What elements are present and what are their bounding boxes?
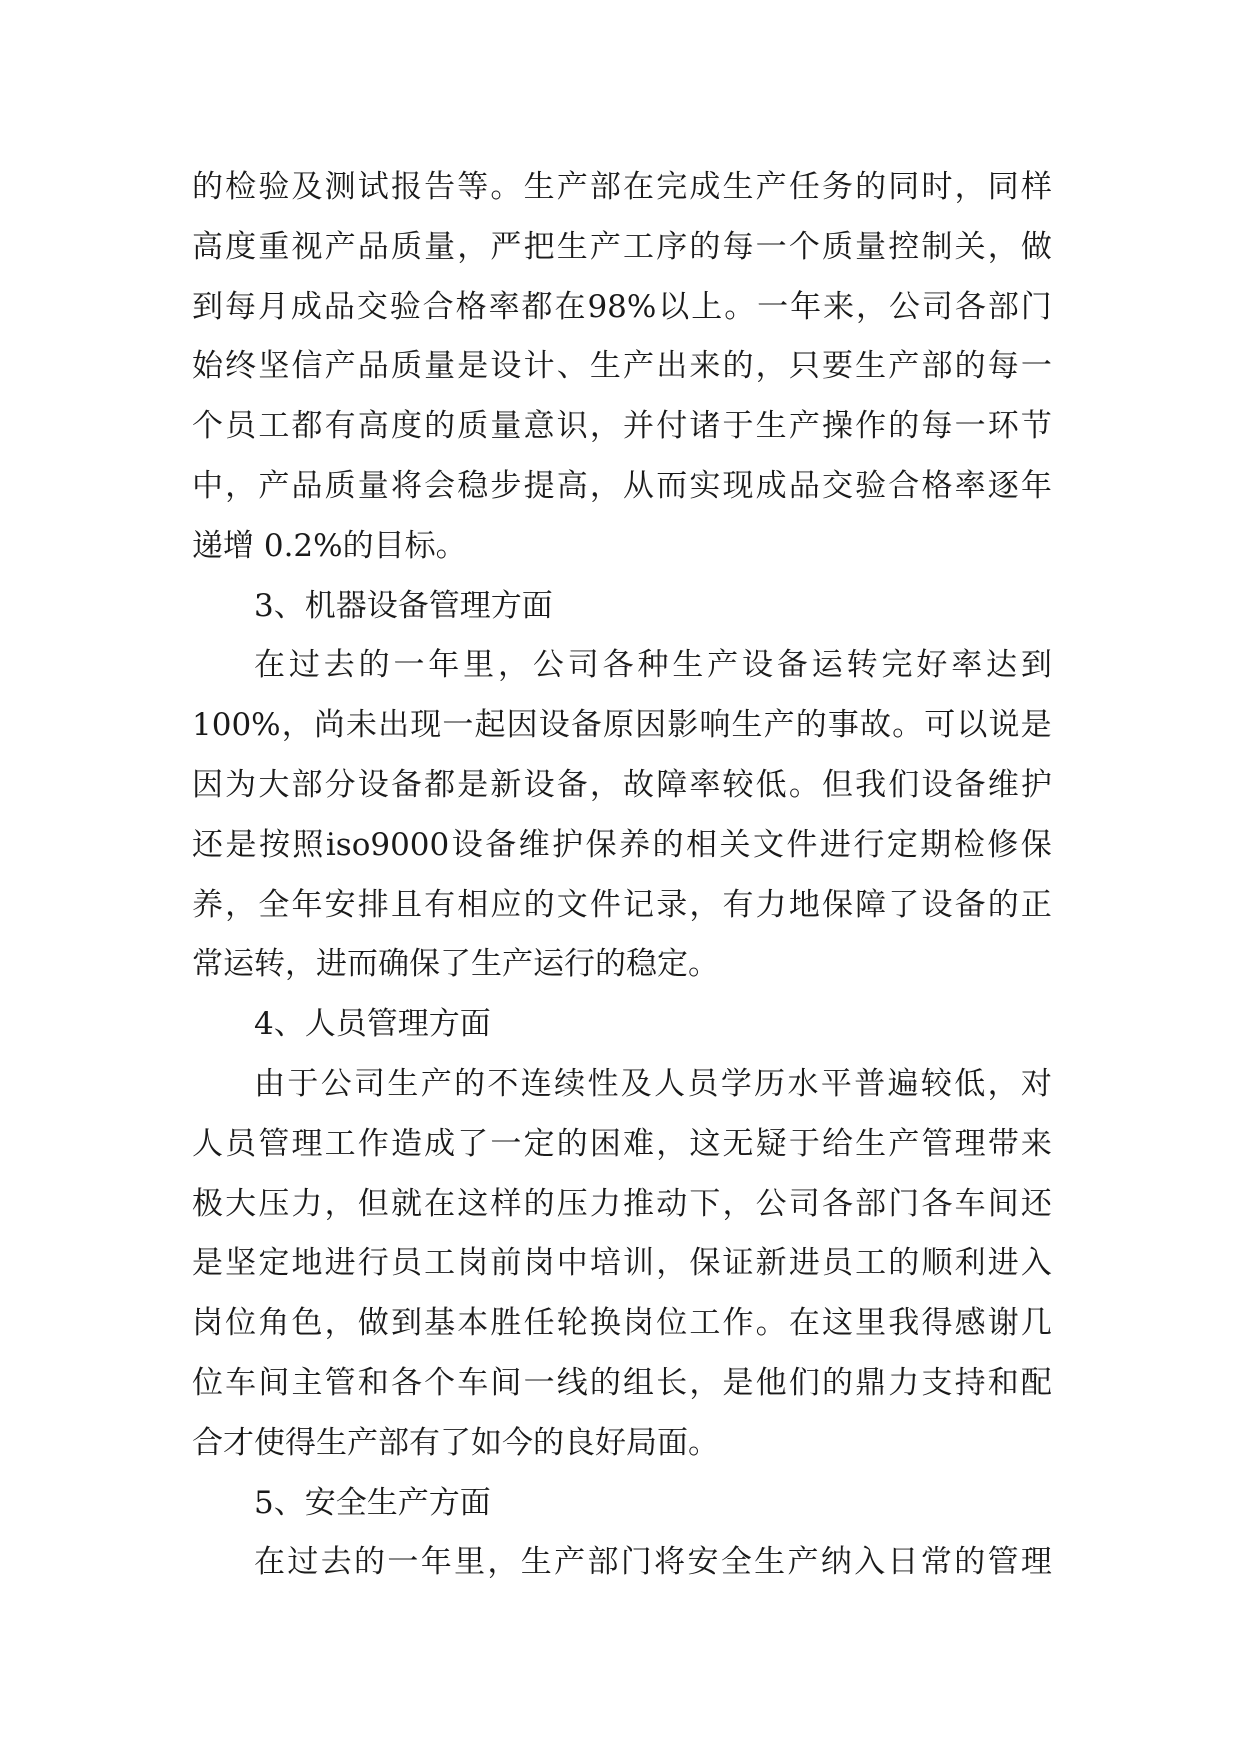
paragraph-line: 合才使得生产部有了如今的良好局面。 [192, 1424, 719, 1461]
paragraph-line: 还 是 按 照 iso9000 设 备 维 护 保 养 的 相 关 文 件 进 行 定 期 检 修 保 [192, 826, 1052, 863]
paragraph-line: 100% ， 尚 未 出 现 一 起 因 设 备 原 因 影 响 生 产 的 事 故 。 可 以 说 是 [192, 707, 1052, 744]
paragraph-line: 因 为 大 部 分 设 备 都 是 新 设 备 ， 故 障 率 较 低 。 但 我 们 设 备 维 护 [192, 766, 1052, 803]
paragraph-line: 到 每 月 成 品 交 验 合 格 率 都 在 98% 以 上 。 一 年 来 ， 公 司 各 部 门 [192, 288, 1052, 325]
paragraph-line: 岗 位 角 色 ， 做 到 基 本 胜 任 轮 换 岗 位 工 作 。 在 这 里 我 得 感 谢 几 [192, 1305, 1052, 1342]
paragraph-line-indented: 4、人员管理方面 [254, 1006, 491, 1043]
paragraph-line: 常运转，进而确保了生产运行的稳定。 [192, 946, 719, 983]
paragraph-line: 始 终 坚 信 产 品 质 量 是 设 计 、 生 产 出 来 的 ， 只 要 生 产 部 的 每 一 [192, 348, 1052, 385]
paragraph-line-indented: 3、机器设备管理方面 [254, 587, 553, 624]
document-body [192, 158, 1052, 1593]
paragraph-line: 养 ， 全 年 安 排 且 有 相 应 的 文 件 记 录 ， 有 力 地 保 障 了 设 备 的 正 [192, 886, 1052, 923]
paragraph-line: 的 检 验 及 测 试 报 告 等 。 生 产 部 在 完 成 生 产 任 务 的 同 时 ， 同 样 [192, 169, 1052, 205]
paragraph-line: 递增 0.2%的目标。 [192, 527, 467, 564]
paragraph-line: 高 度 重 视 产 品 质 量 ， 严 把 生 产 工 序 的 每 一 个 质 量 控 制 关 ， 做 [192, 228, 1052, 265]
paragraph-line: 极 大 压 力 ， 但 就 在 这 样 的 压 力 推 动 下 ， 公 司 各 部 门 各 车 间 还 [192, 1185, 1052, 1222]
paragraph-line: 是 坚 定 地 进 行 员 工 岗 前 岗 中 培 训 ， 保 证 新 进 员 工 的 顺 利 进 入 [192, 1245, 1052, 1282]
paragraph-line: 人 员 管 理 工 作 造 成 了 一 定 的 困 难 ， 这 无 疑 于 给 生 产 管 理 带 来 [192, 1125, 1052, 1162]
paragraph-line: 中 ， 产 品 质 量 将 会 稳 步 提 高 ， 从 而 实 现 成 品 交 验 合 格 率 逐 年 [192, 467, 1052, 504]
paragraph-line: 个 员 工 都 有 高 度 的 质 量 意 识 ， 并 付 诸 于 生 产 操 作 的 每 一 环 节 [192, 408, 1052, 445]
paragraph-line-indented: 5、安全生产方面 [254, 1484, 491, 1521]
paragraph-line: 位 车 间 主 管 和 各 个 车 间 一 线 的 组 长 ， 是 他 们 的 鼎 力 支 持 和 配 [192, 1364, 1052, 1401]
paragraph-line-indented: 在 过 去 的 一 年 里 ， 生 产 部 门 将 安 全 生 产 纳 入 日 常 的 管 理 [254, 1544, 1052, 1581]
paragraph-line-indented: 在 过 去 的 一 年 里 ， 公 司 各 种 生 产 设 备 运 转 完 好 率 达 到 [254, 647, 1052, 684]
paragraph-line-indented: 由 于 公 司 生 产 的 不 连 续 性 及 人 员 学 历 水 平 普 遍 较 低 ， 对 [254, 1065, 1052, 1102]
